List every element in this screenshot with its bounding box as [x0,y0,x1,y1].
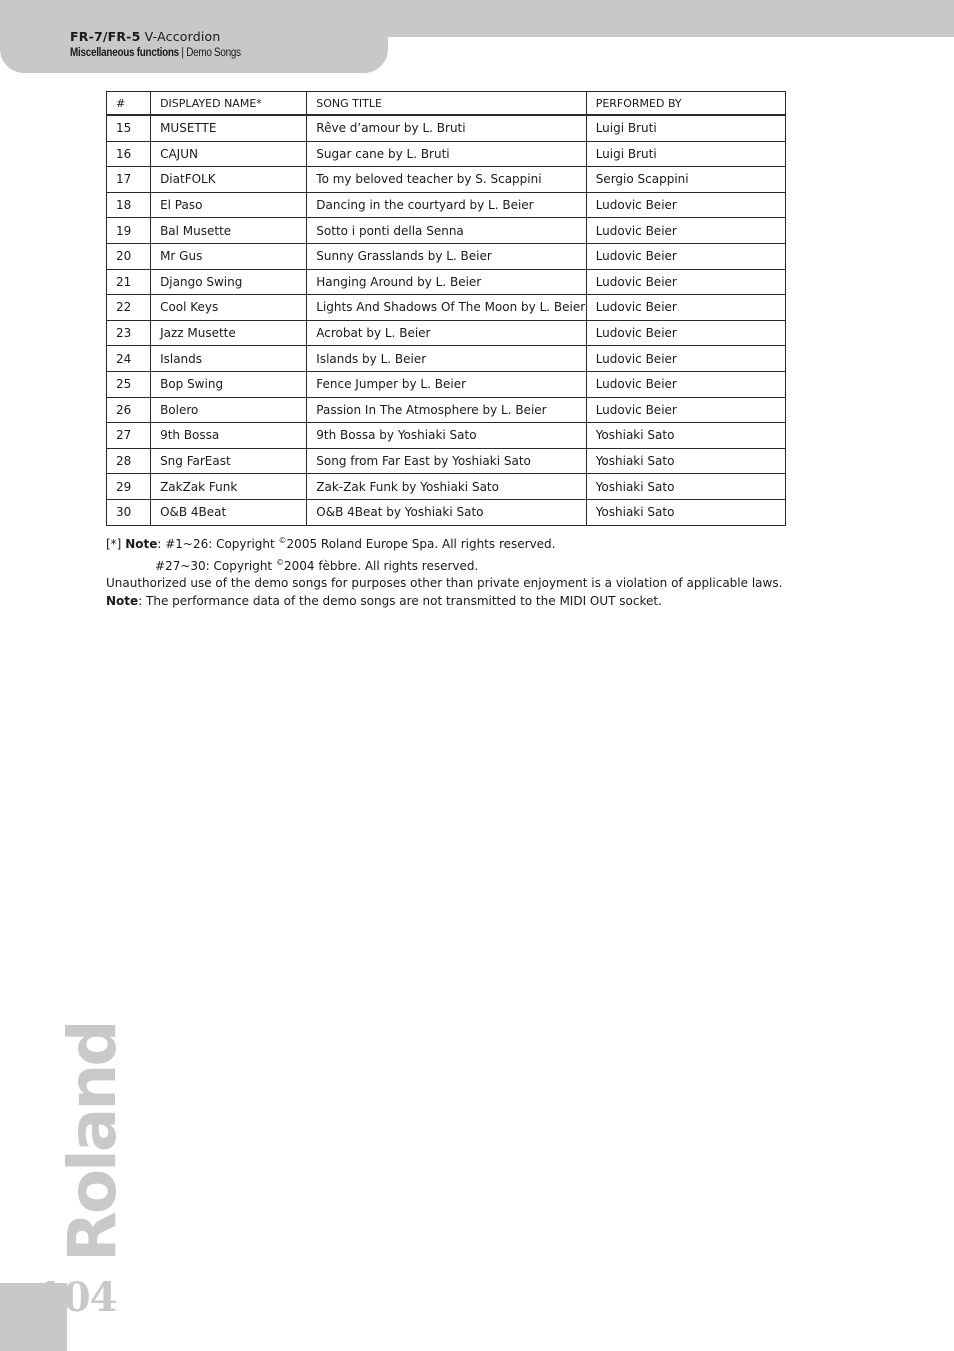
cell-displayed-name: CAJUN [151,141,307,167]
table-row [107,295,786,321]
cell-performed-by: Ludovic Beier [586,397,785,423]
table-row [107,115,786,141]
cell-song-title: Hanging Around by L. Beier [307,269,586,295]
table-row [107,371,786,397]
cell-number: 16 [107,141,151,167]
cell-displayed-name: Mr Gus [151,243,307,269]
copyright-mark: © [278,536,287,545]
table-row [107,448,786,474]
header-number: # [107,92,151,116]
cell-performed-by: Luigi Bruti [586,141,785,167]
cell-song-title: Zak-Zak Funk by Yoshiaki Sato [307,474,586,500]
table-row [107,192,786,218]
table-row [107,243,786,269]
cell-number: 27 [107,423,151,449]
cell-number: 29 [107,474,151,500]
cell-displayed-name: Bolero [151,397,307,423]
breadcrumb-separator: | [178,47,187,59]
product-model: FR-7/FR-5 [70,29,141,44]
cell-performed-by: Luigi Bruti [586,115,785,141]
note-text: 2005 Roland Europe Spa. All rights reserved. [286,537,556,551]
table-row [107,320,786,346]
cell-number: 24 [107,346,151,372]
cell-song-title: Lights And Shadows Of The Moon by L. Beier [307,295,586,321]
cell-number: 26 [107,397,151,423]
table-row [107,218,786,244]
cell-displayed-name: Bal Musette [151,218,307,244]
cell-performed-by: Ludovic Beier [586,218,785,244]
cell-performed-by: Yoshiaki Sato [586,448,785,474]
cell-performed-by: Yoshiaki Sato [586,499,785,525]
note-text: #27~30: Copyright [155,558,276,573]
note-text: : The performance data of the demo songs are not transmitted to the MIDI OUT socket. [138,593,662,608]
demo-songs-table [106,91,786,526]
cell-number: 23 [107,320,151,346]
cell-song-title: Rêve d’amour by L. Bruti [307,115,586,141]
cell-performed-by: Ludovic Beier [586,346,785,372]
cell-displayed-name: ZakZak Funk [151,474,307,500]
cell-performed-by: Yoshiaki Sato [586,423,785,449]
cell-song-title: Sugar cane by L. Bruti [307,141,586,167]
notes-block [106,532,806,610]
cell-song-title: Sotto i ponti della Senna [307,218,586,244]
copyright-note-1 [106,532,806,554]
note-label: Note [106,593,139,608]
note-text: : #1~26: Copyright [157,537,279,551]
cell-number: 25 [107,371,151,397]
cell-number: 21 [107,269,151,295]
cell-number: 22 [107,295,151,321]
cell-performed-by: Ludovic Beier [586,320,785,346]
note-text: 2004 fèbbre. All rights reserved. [283,558,479,573]
cell-song-title: 9th Bossa by Yoshiaki Sato [307,423,586,449]
table-row [107,397,786,423]
cell-number: 20 [107,243,151,269]
cell-song-title: Sunny Grasslands by L. Beier [307,243,586,269]
cell-displayed-name: DiatFOLK [151,167,307,193]
section-breadcrumb [70,45,241,61]
cell-song-title: O&B 4Beat by Yoshiaki Sato [307,499,586,525]
cell-performed-by: Ludovic Beier [586,295,785,321]
cell-displayed-name: El Paso [151,192,307,218]
copyright-mark: © [275,557,284,567]
table-row [107,499,786,525]
cell-displayed-name: Bop Swing [151,371,307,397]
note-label: Note [125,537,158,551]
cell-song-title: Fence Jumper by L. Beier [307,371,586,397]
header-song-title: SONG TITLE [307,92,586,116]
cell-displayed-name: Django Swing [151,269,307,295]
cell-displayed-name: MUSETTE [151,115,307,141]
table-row [107,346,786,372]
midi-out-note [106,593,806,611]
cell-performed-by: Yoshiaki Sato [586,474,785,500]
header-performed-by: PERFORMED BY [586,92,785,116]
product-type: V-Accordion [140,29,221,44]
running-header [70,29,269,61]
cell-performed-by: Ludovic Beier [586,243,785,269]
cell-performed-by: Ludovic Beier [586,192,785,218]
cell-number: 28 [107,448,151,474]
cell-number: 19 [107,218,151,244]
table-row [107,167,786,193]
header-displayed-name: DISPLAYED NAME* [151,92,307,116]
table-row [107,423,786,449]
table-row [107,474,786,500]
cell-displayed-name: Sng FarEast [151,448,307,474]
cell-displayed-name: Jazz Musette [151,320,307,346]
cell-displayed-name: Cool Keys [151,295,307,321]
page-number: 104 [36,1274,117,1321]
table-row [107,269,786,295]
product-title [70,29,269,45]
cell-performed-by: Sergio Scappini [586,167,785,193]
section-name: Miscellaneous functions [70,47,179,59]
roland-logo: Roland [54,1022,131,1262]
cell-displayed-name: O&B 4Beat [151,499,307,525]
cell-song-title: Passion In The Atmosphere by L. Beier [307,397,586,423]
cell-displayed-name: 9th Bossa [151,423,307,449]
unauthorized-use-note: Unauthorized use of the demo songs for purposes other than private enjoyment is a violation of applicable laws. [106,576,783,590]
cell-song-title: Dancing in the courtyard by L. Beier [307,192,586,218]
cell-song-title: Acrobat by L. Beier [307,320,586,346]
cell-number: 17 [107,167,151,193]
note-star: [*] [106,537,126,551]
subsection-name: Demo Songs [186,47,241,59]
cell-number: 30 [107,499,151,525]
table-header-row [107,92,786,116]
table-row [107,141,786,167]
cell-performed-by: Ludovic Beier [586,371,785,397]
cell-displayed-name: Islands [151,346,307,372]
cell-performed-by: Ludovic Beier [586,269,785,295]
cell-song-title: Song from Far East by Yoshiaki Sato [307,448,586,474]
cell-song-title: Islands by L. Beier [307,346,586,372]
cell-song-title: To my beloved teacher by S. Scappini [307,167,586,193]
cell-number: 15 [107,115,151,141]
copyright-note-2 [106,554,806,576]
cell-number: 18 [107,192,151,218]
